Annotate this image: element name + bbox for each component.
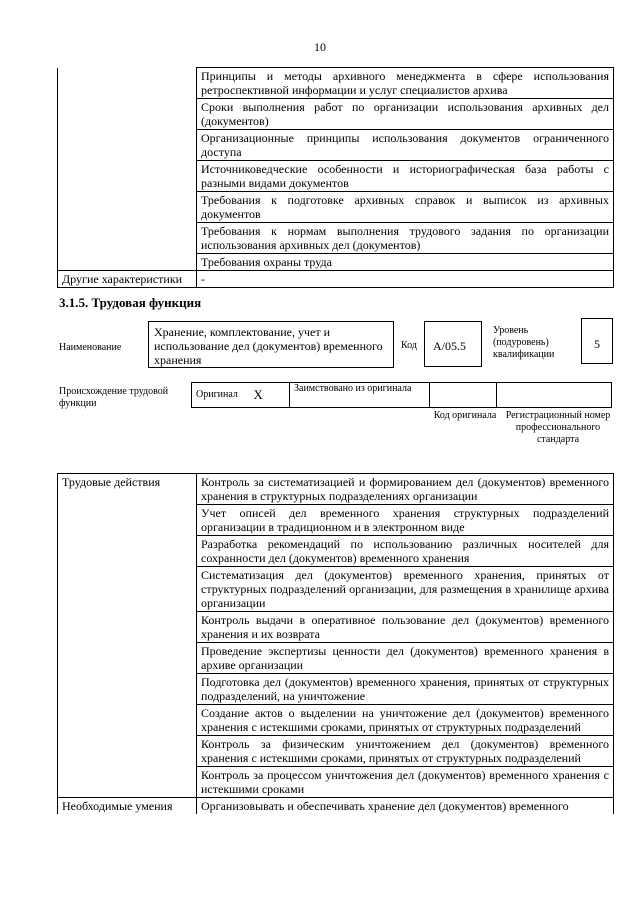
table-cell: Требования к подготовке архивных справок и выписок из архивных документов [197, 192, 614, 223]
table-cell: Проведение экспертизы ценности дел (документов) временного хранения в архиве организации [197, 643, 614, 674]
table-cell: Требования охраны труда [197, 254, 614, 271]
table-cell: Подготовка дел (документов) временного хранения, принятых от структурных подразделений, на уничтожение [197, 674, 614, 705]
name-value-box [148, 321, 394, 368]
table-cell: Систематизация дел (документов) временного хранения, принятых от структурных подразделений организации, для размещения в хранилище архива организации [197, 567, 614, 612]
page-number: 10 [314, 40, 326, 54]
origin-label: Происхождение трудовой функции [59, 386, 169, 409]
table-row [58, 271, 614, 288]
table-cell: Сроки выполнения работ по организации использования архивных дел (документов) [197, 99, 614, 130]
other-characteristics-label: Другие характеристики [58, 271, 197, 288]
table-cell: Контроль за систематизацией и формированием дел (документов) временного хранения в структурных подразделениях организации [197, 474, 614, 505]
section-heading: 3.1.5. Трудовая функция [59, 295, 202, 310]
level-value: 5 [594, 337, 600, 351]
table-cell: Контроль за физическим уничтожением дел (документов) временного хранения с истекшими сроками, принятых от структурных подразделений [197, 736, 614, 767]
level-value-box [581, 318, 613, 364]
table-cell: Источниковедческие особенности и историографическая база работы с разными видами документов [197, 161, 614, 192]
original-label: Оригинал [192, 383, 250, 408]
table-cell: Учет описей дел временного хранения структурных подразделений организации в традиционном и в электронном виде [197, 505, 614, 536]
original-mark: X [250, 383, 290, 408]
labor-actions-label: Трудовые действия [58, 474, 197, 798]
knowledge-table [57, 67, 614, 288]
table-row [58, 474, 614, 505]
table-cell: Контроль выдачи в оперативное пользование дел (документов) временного хранения и их возврата [197, 612, 614, 643]
table-cell: Разработка рекомендаций по использованию различных носителей для сохранности дел (документов) временного хранения [197, 536, 614, 567]
name-label: Наименование [59, 342, 122, 353]
table-cell: Создание актов о выделении на уничтожение дел (документов) временного хранения с истекшими сроками, принятых от структурных подразделений [197, 705, 614, 736]
table-row [58, 68, 614, 99]
code-original-cell [430, 383, 497, 408]
table-cell: Принципы и методы архивного менеджмента в сфере использования ретроспективной информации и услуг специалистов архива [197, 68, 614, 99]
table-cell: Требования к нормам выполнения трудового задания по организации использования архивных дел (документов) [197, 223, 614, 254]
table-cell: Организовывать и обеспечивать хранение дел (документов) временного [197, 798, 614, 815]
table-cell: Организационные принципы использования документов ограниченного доступа [197, 130, 614, 161]
table-row [58, 798, 614, 815]
reg-number-caption: Регистрационный номер профессионального стандарта [505, 410, 611, 445]
other-characteristics-value: - [197, 271, 614, 288]
name-value: Хранение, комплектование, учет и использование дел (документов) временного хранения [154, 325, 383, 367]
origin-row [192, 383, 612, 408]
code-value: A/05.5 [433, 339, 466, 353]
skills-label: Необходимые умения [58, 798, 197, 815]
code-label: Код [401, 340, 417, 351]
code-original-caption: Код оригинала [433, 410, 497, 421]
labor-actions-table [57, 473, 614, 814]
table-cell: Контроль за процессом уничтожения дел (документов) временного хранения с истекшими сроками [197, 767, 614, 798]
origin-table [191, 382, 612, 408]
reg-number-cell [497, 383, 612, 408]
table-left-cell [58, 68, 197, 271]
borrowed-label: Заимствовано из оригинала [290, 383, 430, 408]
code-value-box [424, 321, 482, 367]
level-label: Уровень (подуровень) квалификации [493, 325, 555, 360]
